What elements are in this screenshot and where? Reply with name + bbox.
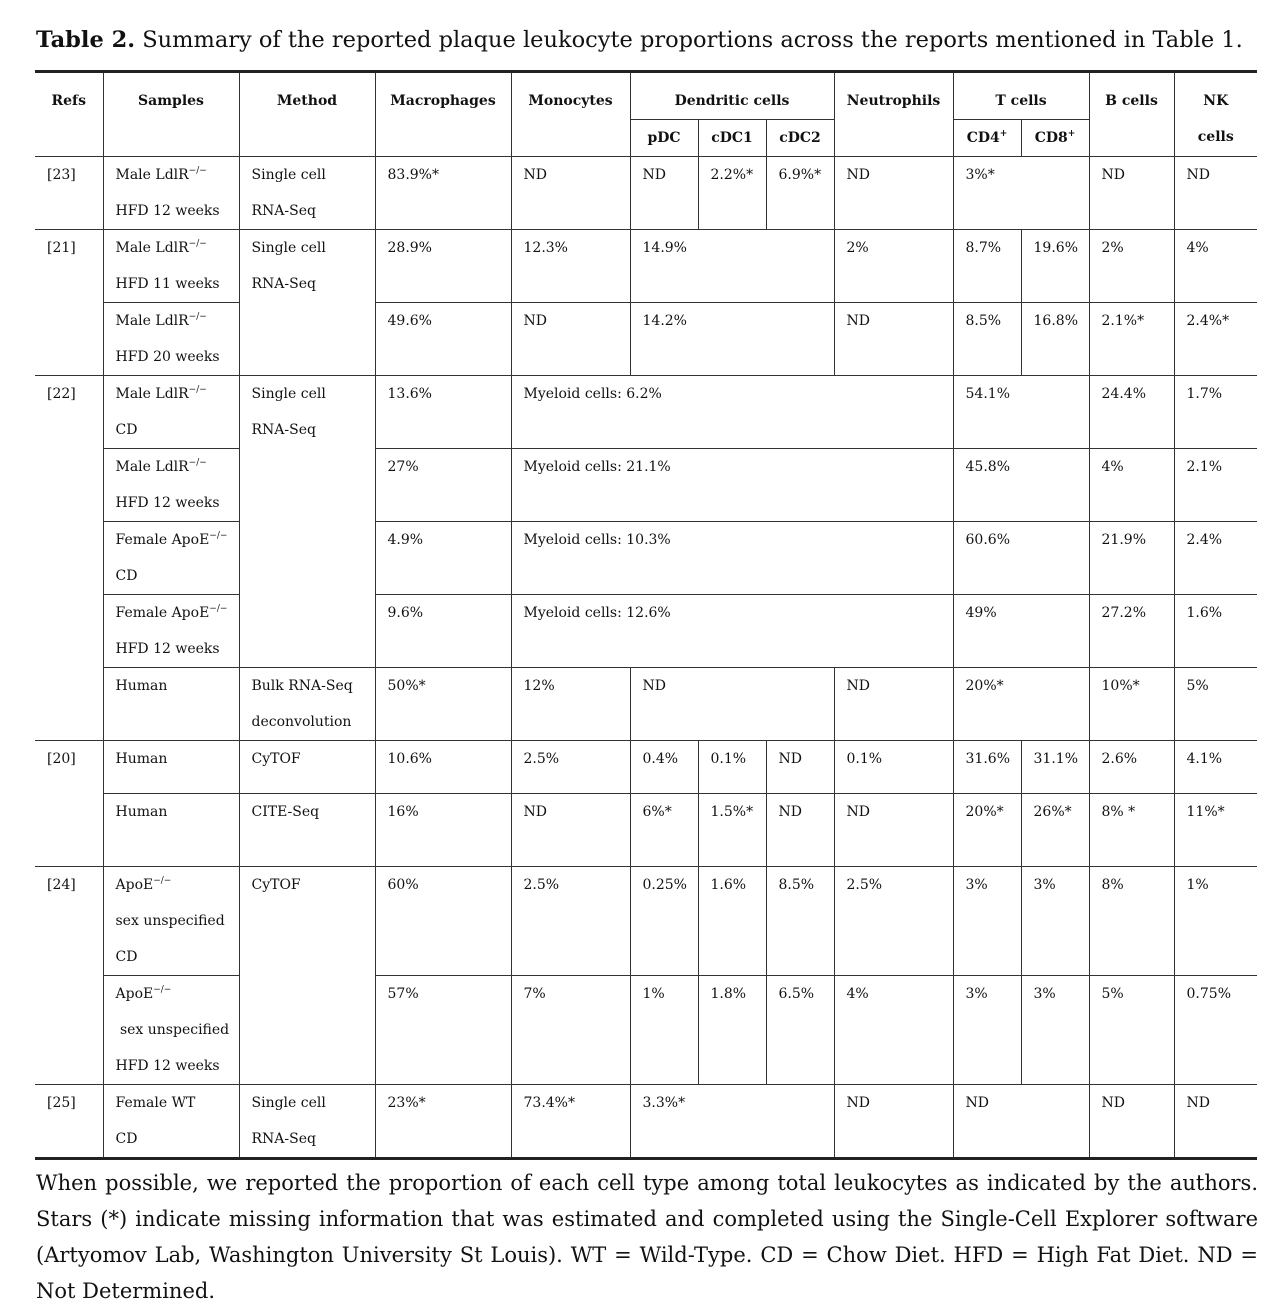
- cdc2-cell: 8.5%: [766, 867, 834, 976]
- method-line: Single cell: [251, 240, 326, 256]
- table-footnote: When possible, we reported the proportion of each cell type among total leukocytes as indicated by the authors. Stars (*) indicate missing information that was estimated and completed using the Single-Cell Explorer software (Artyomov Lab, Washington University St Louis). WT = Wild-Type. CD = Chow Diet. HFD = High Fat Diet. ND = Not Determined.: [36, 1171, 1258, 1303]
- genotype-sup: −/−: [188, 312, 207, 322]
- cdc2-cell: 6.5%: [766, 976, 834, 1085]
- macrophages-cell: 49.6%: [375, 303, 511, 376]
- header-row: [35, 72, 1257, 120]
- b-cells-cell: 10%*: [1089, 668, 1174, 741]
- table-caption: [36, 22, 1266, 58]
- sample-diet: HFD 12 weeks: [115, 641, 220, 657]
- samples-cell: Human: [103, 794, 239, 867]
- genotype-sup: −/−: [188, 458, 207, 468]
- dendritic-cell: 3.3%*: [630, 1085, 834, 1159]
- cd8-cell: 3%: [1021, 976, 1089, 1085]
- sample-line: Male LdlR: [115, 459, 189, 475]
- nk-cells-cell: 4.1%: [1174, 741, 1257, 794]
- macrophages-cell: 60%: [375, 867, 511, 976]
- t-cells-cell: 60.6%: [953, 522, 1089, 595]
- cd8-sup: +: [1067, 129, 1076, 139]
- table-row: [35, 794, 1257, 867]
- method-cell: [239, 230, 375, 376]
- t-cells-cell: 54.1%: [953, 376, 1089, 449]
- header-t-cells: T cells: [953, 72, 1089, 120]
- cdc1-cell: 1.8%: [698, 976, 766, 1085]
- sample-line: Female ApoE: [115, 605, 210, 621]
- cd8-cell: 16.8%: [1021, 303, 1089, 376]
- nk-cells-cell: 1%: [1174, 867, 1257, 976]
- neutrophils-cell: ND: [834, 157, 953, 230]
- sample-line: Male LdlR: [115, 167, 189, 183]
- cd4-label: CD4: [966, 130, 1000, 146]
- sample-diet: HFD 12 weeks: [115, 1058, 220, 1074]
- macrophages-cell: 50%*: [375, 668, 511, 741]
- sample-line: ApoE: [115, 986, 154, 1002]
- table-row: [35, 595, 1257, 668]
- table-row: [35, 230, 1257, 303]
- header-samples: Samples: [103, 72, 239, 157]
- cd4-sup: +: [999, 129, 1008, 139]
- method-cell: [239, 1085, 375, 1159]
- genotype-sup: −/−: [209, 604, 228, 614]
- table-row: [35, 157, 1257, 230]
- t-cells-cell: 3%*: [953, 157, 1089, 230]
- dendritic-cell: 14.2%: [630, 303, 834, 376]
- nk-cells-cell: 1.6%: [1174, 595, 1257, 668]
- cd8-cell: 3%: [1021, 867, 1089, 976]
- pdc-cell: 1%: [630, 976, 698, 1085]
- sample-line: Male LdlR: [115, 240, 189, 256]
- neutrophils-cell: ND: [834, 794, 953, 867]
- method-line: RNA-Seq: [251, 276, 316, 292]
- sample-diet: HFD 12 weeks: [115, 203, 220, 219]
- nk-cells-cell: 5%: [1174, 668, 1257, 741]
- samples-cell: [103, 522, 239, 595]
- myeloid-cell: Myeloid cells: 6.2%: [511, 376, 953, 449]
- table-row: [35, 522, 1257, 595]
- macrophages-cell: 57%: [375, 976, 511, 1085]
- table-row: [35, 1085, 1257, 1159]
- b-cells-cell: 2.6%: [1089, 741, 1174, 794]
- monocytes-cell: 12%: [511, 668, 630, 741]
- samples-cell: [103, 1085, 239, 1159]
- cdc2-cell: 6.9%*: [766, 157, 834, 230]
- samples-cell: [103, 976, 239, 1085]
- sample-line: ApoE: [115, 877, 154, 893]
- leukocyte-table: [35, 70, 1257, 1160]
- nk-cells-cell: ND: [1174, 1085, 1257, 1159]
- samples-cell: [103, 376, 239, 449]
- header-method: Method: [239, 72, 375, 157]
- header-cd4: [953, 120, 1021, 157]
- cd4-cell: 8.5%: [953, 303, 1021, 376]
- dendritic-cell: ND: [630, 668, 834, 741]
- macrophages-cell: 10.6%: [375, 741, 511, 794]
- neutrophils-cell: ND: [834, 1085, 953, 1159]
- method-cell: [239, 376, 375, 668]
- table-row: [35, 741, 1257, 794]
- neutrophils-cell: 4%: [834, 976, 953, 1085]
- samples-cell: [103, 157, 239, 230]
- nk-cells-cell: ND: [1174, 157, 1257, 230]
- cdc2-cell: ND: [766, 741, 834, 794]
- monocytes-cell: ND: [511, 794, 630, 867]
- genotype-sup: −/−: [153, 985, 172, 995]
- macrophages-cell: 13.6%: [375, 376, 511, 449]
- caption-label: Table 2.: [36, 27, 136, 53]
- b-cells-cell: 2%: [1089, 230, 1174, 303]
- monocytes-cell: 7%: [511, 976, 630, 1085]
- cdc2-cell: ND: [766, 794, 834, 867]
- method-line: deconvolution: [251, 714, 352, 730]
- t-cells-cell: ND: [953, 1085, 1089, 1159]
- cdc1-cell: 2.2%*: [698, 157, 766, 230]
- samples-cell: Human: [103, 668, 239, 741]
- samples-cell: [103, 449, 239, 522]
- caption-text: Summary of the reported plaque leukocyte proportions across the reports mentioned in Table 1.: [142, 27, 1243, 53]
- monocytes-cell: 2.5%: [511, 741, 630, 794]
- table-row: [35, 668, 1257, 741]
- nk-cells-cell: 0.75%: [1174, 976, 1257, 1085]
- t-cells-cell: 20%*: [953, 668, 1089, 741]
- neutrophils-cell: 2.5%: [834, 867, 953, 976]
- cdc1-cell: 1.5%*: [698, 794, 766, 867]
- neutrophils-cell: ND: [834, 668, 953, 741]
- header-nk-cells: [1174, 72, 1257, 157]
- header-b-cells: B cells: [1089, 72, 1174, 157]
- header-pdc: pDC: [630, 120, 698, 157]
- dendritic-cell: 14.9%: [630, 230, 834, 303]
- monocytes-cell: 73.4%*: [511, 1085, 630, 1159]
- macrophages-cell: 28.9%: [375, 230, 511, 303]
- nk-cells-cell: 1.7%: [1174, 376, 1257, 449]
- ref-cell: [25]: [35, 1085, 103, 1159]
- cd8-cell: 31.1%: [1021, 741, 1089, 794]
- pdc-cell: 0.4%: [630, 741, 698, 794]
- method-line: RNA-Seq: [251, 1131, 316, 1147]
- header-nk-line1: NK: [1203, 93, 1229, 109]
- myeloid-cell: Myeloid cells: 21.1%: [511, 449, 953, 522]
- genotype-sup: −/−: [188, 385, 207, 395]
- sample-line: Male LdlR: [115, 386, 189, 402]
- cd8-cell: 19.6%: [1021, 230, 1089, 303]
- samples-cell: [103, 595, 239, 668]
- sample-line: Male LdlR: [115, 313, 189, 329]
- method-line: Single cell: [251, 167, 326, 183]
- neutrophils-cell: 2%: [834, 230, 953, 303]
- header-neutrophils: Neutrophils: [834, 72, 953, 157]
- header-monocytes: Monocytes: [511, 72, 630, 157]
- header-cdc1: cDC1: [698, 120, 766, 157]
- genotype-sup: −/−: [188, 166, 207, 176]
- sample-diet: CD: [115, 1131, 138, 1147]
- pdc-cell: ND: [630, 157, 698, 230]
- macrophages-cell: 27%: [375, 449, 511, 522]
- sample-line: Female ApoE: [115, 532, 210, 548]
- table-row: [35, 867, 1257, 976]
- cd4-cell: 31.6%: [953, 741, 1021, 794]
- sample-sex: sex unspecified: [119, 1022, 230, 1038]
- header-macrophages: Macrophages: [375, 72, 511, 157]
- pdc-cell: 0.25%: [630, 867, 698, 976]
- method-line: Bulk RNA-Seq: [251, 678, 353, 694]
- sample-diet: HFD 11 weeks: [115, 276, 220, 292]
- pdc-cell: 6%*: [630, 794, 698, 867]
- sample-sex: sex unspecified: [115, 913, 225, 929]
- ref-cell: [22]: [35, 376, 103, 741]
- table-row: [35, 376, 1257, 449]
- nk-cells-cell: 4%: [1174, 230, 1257, 303]
- neutrophils-cell: 0.1%: [834, 741, 953, 794]
- t-cells-cell: 49%: [953, 595, 1089, 668]
- b-cells-cell: ND: [1089, 1085, 1174, 1159]
- cd8-label: CD8: [1034, 130, 1068, 146]
- header-cd8: [1021, 120, 1089, 157]
- sample-diet: CD: [115, 422, 138, 438]
- method-cell: CITE-Seq: [239, 794, 375, 867]
- monocytes-cell: ND: [511, 303, 630, 376]
- neutrophils-cell: ND: [834, 303, 953, 376]
- method-cell: [239, 668, 375, 741]
- monocytes-cell: 2.5%: [511, 867, 630, 976]
- genotype-sup: −/−: [153, 876, 172, 886]
- sample-line: Female WT: [115, 1095, 196, 1111]
- macrophages-cell: 9.6%: [375, 595, 511, 668]
- b-cells-cell: 24.4%: [1089, 376, 1174, 449]
- sample-diet: CD: [115, 568, 138, 584]
- nk-cells-cell: 2.4%: [1174, 522, 1257, 595]
- nk-cells-cell: 11%*: [1174, 794, 1257, 867]
- cdc1-cell: 0.1%: [698, 741, 766, 794]
- method-line: RNA-Seq: [251, 203, 316, 219]
- samples-cell: Human: [103, 741, 239, 794]
- table-row: [35, 976, 1257, 1085]
- macrophages-cell: 83.9%*: [375, 157, 511, 230]
- cd8-cell: 26%*: [1021, 794, 1089, 867]
- header-dendritic-cells: Dendritic cells: [630, 72, 834, 120]
- ref-cell: [24]: [35, 867, 103, 1085]
- cd4-cell: 8.7%: [953, 230, 1021, 303]
- sample-diet: CD: [115, 949, 138, 965]
- myeloid-cell: Myeloid cells: 12.6%: [511, 595, 953, 668]
- macrophages-cell: 23%*: [375, 1085, 511, 1159]
- b-cells-cell: 2.1%*: [1089, 303, 1174, 376]
- ref-cell: [21]: [35, 230, 103, 376]
- b-cells-cell: 8%: [1089, 867, 1174, 976]
- method-line: Single cell: [251, 386, 326, 402]
- method-cell: CyTOF: [239, 741, 375, 794]
- method-line: RNA-Seq: [251, 422, 316, 438]
- header-cdc2: cDC2: [766, 120, 834, 157]
- sample-diet: HFD 20 weeks: [115, 349, 220, 365]
- samples-cell: [103, 867, 239, 976]
- cd4-cell: 3%: [953, 867, 1021, 976]
- method-cell: CyTOF: [239, 867, 375, 1085]
- sample-diet: HFD 12 weeks: [115, 495, 220, 511]
- nk-cells-cell: 2.1%: [1174, 449, 1257, 522]
- b-cells-cell: 8% *: [1089, 794, 1174, 867]
- monocytes-cell: 12.3%: [511, 230, 630, 303]
- cd4-cell: 3%: [953, 976, 1021, 1085]
- table-row: [35, 449, 1257, 522]
- genotype-sup: −/−: [188, 239, 207, 249]
- ref-cell: [23]: [35, 157, 103, 230]
- b-cells-cell: 21.9%: [1089, 522, 1174, 595]
- b-cells-cell: 27.2%: [1089, 595, 1174, 668]
- header-nk-line2: cells: [1197, 129, 1234, 145]
- genotype-sup: −/−: [209, 531, 228, 541]
- b-cells-cell: 5%: [1089, 976, 1174, 1085]
- t-cells-cell: 45.8%: [953, 449, 1089, 522]
- samples-cell: [103, 303, 239, 376]
- b-cells-cell: 4%: [1089, 449, 1174, 522]
- method-line: Single cell: [251, 1095, 326, 1111]
- method-cell: [239, 157, 375, 230]
- macrophages-cell: 4.9%: [375, 522, 511, 595]
- b-cells-cell: ND: [1089, 157, 1174, 230]
- cdc1-cell: 1.6%: [698, 867, 766, 976]
- cd4-cell: 20%*: [953, 794, 1021, 867]
- nk-cells-cell: 2.4%*: [1174, 303, 1257, 376]
- myeloid-cell: Myeloid cells: 10.3%: [511, 522, 953, 595]
- header-refs: Refs: [35, 72, 103, 157]
- monocytes-cell: ND: [511, 157, 630, 230]
- table-row: [35, 303, 1257, 376]
- samples-cell: [103, 230, 239, 303]
- macrophages-cell: 16%: [375, 794, 511, 867]
- ref-cell: [20]: [35, 741, 103, 867]
